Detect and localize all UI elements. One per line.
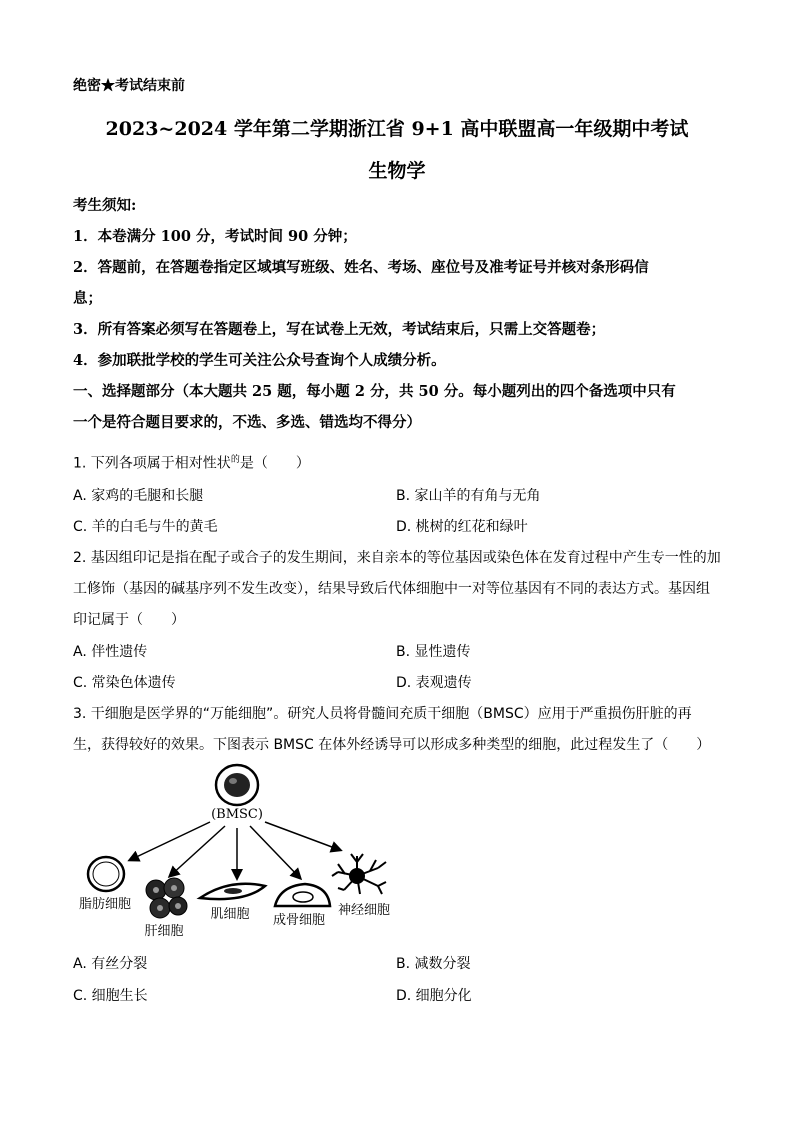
section-heading: 一、选择题部分（本大题共 25 题，每小题 2 分，共 50 分。每小题列出的四个备选项中只有 xyxy=(73,383,676,400)
nerve-cell-icon xyxy=(332,854,386,894)
question-2-option-c: C. 常染色体遗传 xyxy=(73,675,176,691)
nerve-cell-label: 神经细胞 xyxy=(337,903,391,918)
question-2-option-d: D. 表观遗传 xyxy=(396,675,472,691)
arrow-to-nerve-cell xyxy=(265,822,340,850)
instruction-2-cont: 息； xyxy=(73,290,102,307)
question-3-option-b: B. 减数分裂 xyxy=(396,956,471,972)
question-2-stem-line1: 2. 基因组印记是指在配子或合子的发生期间，来自亲本的等位基因或染色体在发育过程中产生专一性的加 xyxy=(73,550,721,566)
question-3-option-d: D. 细胞分化 xyxy=(396,988,472,1004)
question-3-stem-line2: 生，获得较好的效果。下图表示 BMSC 在体外经诱导可以形成多种类型的细胞，此过程发生了（ ） xyxy=(73,737,711,753)
cell-differentiation-figure xyxy=(60,758,420,948)
liver-cell-icon xyxy=(146,878,187,918)
secret-mark: 绝密★考试结束前 xyxy=(73,78,185,94)
instruction-1: 1．本卷满分 100 分，考试时间 90 分钟； xyxy=(73,228,357,245)
bmsc-label: (BMSC) xyxy=(211,807,263,822)
arrow-to-fat-cell xyxy=(130,822,210,860)
instructions-heading: 考生须知: xyxy=(73,197,137,214)
bmsc-stem-cell-icon xyxy=(216,765,258,805)
question-3-option-c: C. 细胞生长 xyxy=(73,988,148,1004)
instruction-4: 4．参加联批学校的学生可关注公众号查询个人成绩分析。 xyxy=(73,352,446,369)
arrow-to-bone-cell xyxy=(250,826,300,878)
exam-title: 2023~2024 学年第二学期浙江省 9+1 高中联盟高一年级期中考试 xyxy=(105,118,689,140)
subject-title: 生物学 xyxy=(368,160,426,182)
fat-cell-icon xyxy=(88,857,124,891)
question-2-stem-line3: 印记属于（ ） xyxy=(73,612,185,628)
fat-cell-label: 脂肪细胞 xyxy=(78,897,132,912)
instruction-2: 2．答题前，在答题卷指定区域填写班级、姓名、考场、座位号及准考证号并核对条形码信 xyxy=(73,259,649,276)
liver-cell-label: 肝细胞 xyxy=(144,924,184,939)
question-1-option-d: D. 桃树的红花和绿叶 xyxy=(396,519,528,535)
bone-cell-label: 成骨细胞 xyxy=(272,913,326,928)
section-heading-cont: 一个是符合题目要求的，不选、多选、错选均不得分） xyxy=(73,414,421,431)
muscle-cell-icon xyxy=(200,884,265,899)
instruction-3: 3．所有答案必须写在答题卷上，写在试卷上无效，考试结束后，只需上交答题卷； xyxy=(73,321,606,338)
arrow-to-liver-cell xyxy=(170,826,225,876)
bone-cell-icon xyxy=(275,884,330,906)
question-2-stem-line2: 工修饰（基因的碱基序列不发生改变），结果导致后代体细胞中一对等位基因有不同的表达方式。基因组 xyxy=(73,581,710,597)
question-3-option-a: A. 有丝分裂 xyxy=(73,956,148,972)
question-2-option-a: A. 伴性遗传 xyxy=(73,644,148,660)
muscle-cell-label: 肌细胞 xyxy=(210,907,250,922)
question-1-option-b: B. 家山羊的有角与无角 xyxy=(396,488,541,504)
question-1-option-a: A. 家鸡的毛腿和长腿 xyxy=(73,488,204,504)
question-2-option-b: B. 显性遗传 xyxy=(396,644,471,660)
question-1-option-c: C. 羊的白毛与牛的黄毛 xyxy=(73,519,218,535)
question-1-stem: 1. 下列各项属于相对性状$^的$是（ ） xyxy=(73,455,310,472)
question-3-stem-line1: 3. 干细胞是医学界的“万能细胞”。研究人员将骨髓间充质干细胞（BMSC）应用于严重损伤肝脏的再 xyxy=(73,706,692,722)
